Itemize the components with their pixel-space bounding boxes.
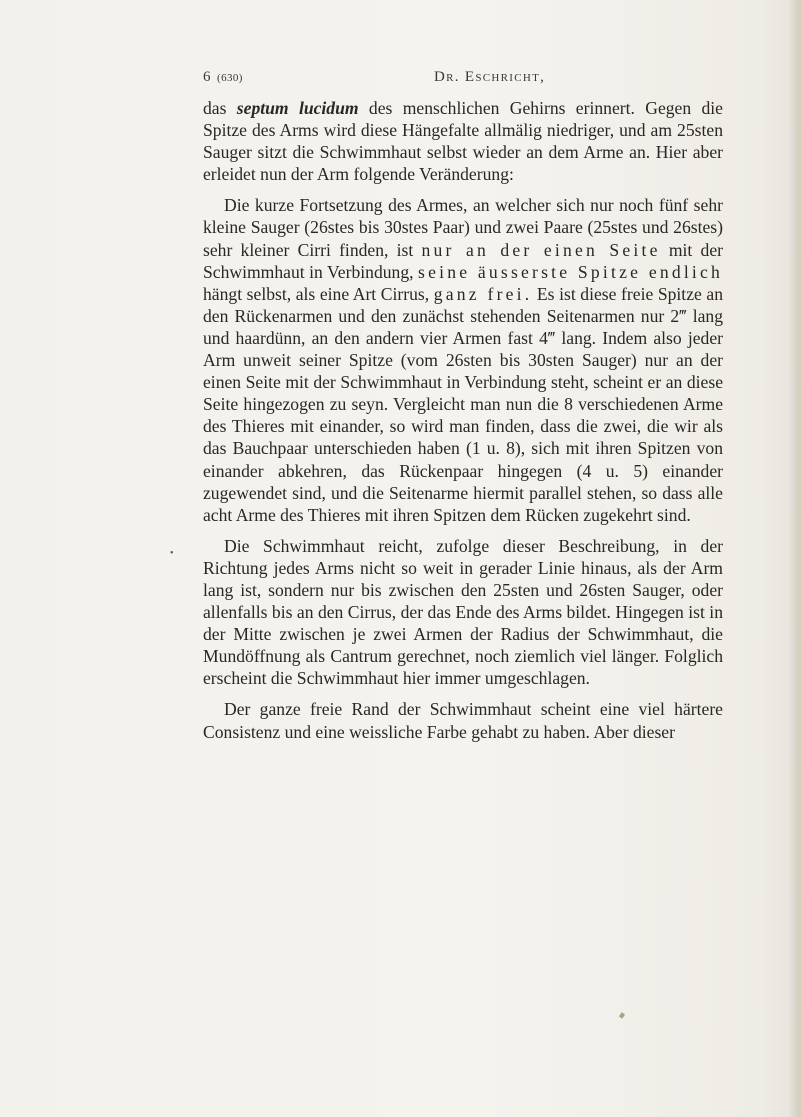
- running-head: [203, 66, 723, 88]
- emphasis-septum-lucidum: septum lucidum: [236, 98, 359, 118]
- page-number: 6 (630): [203, 69, 243, 85]
- paragraph-2: Die kurze Fortsetzung des Armes, an welcher sich nur noch fünf sehr kleine Sauger (26stes bis 30stes Paar) und zwei Paare (25stes und 26stes) sehr kleiner Cirri finden, ist nur an der einen Seite mit der Schwimmhaut in Verbindung, seine äusserste Spitze endlich hängt selbst, als eine Art Cirrus, ganz frei. Es ist diese freie Spitze an den Rückenarmen und den zunächst stehenden Seitenarmen nur 2‴ lang und haardünn, an den andern vier Armen fast 4‴ lang. Indem also jeder Arm unweit seiner Spitze (vom 26sten bis 30sten Sauger) nur an der einen Seite mit der Schwimmhaut in Verbindung steht, scheint er an diese Seite hingezogen zu seyn. Vergleicht man nun die 8 verschiedenen Arme des Thieres mit einander, so wird man finden, dass die zwei, die wir als das Bauchpaar unterschieden haben (1 u. 8), sich mit ihren Spitzen von einander abkehren, das Rückenpaar hingegen (4 u. 5) einander zugewendet sind, und die Seitenarme hiermit parallel stehen, so dass alle acht Arme des Thieres mit ihren Spitzen dem Rücken zugekehrt sind.: [203, 195, 723, 525]
- spaced-emphasis: ganz frei.: [433, 283, 533, 304]
- body-text: [203, 97, 723, 743]
- spaced-emphasis: nur an der einen Seite: [421, 239, 661, 260]
- running-head-author: Dr. Eschricht,: [434, 69, 546, 85]
- ink-speck: [619, 1012, 625, 1018]
- margin-mark: •: [170, 548, 174, 559]
- page-number-secondary: (630): [217, 72, 243, 84]
- page-edge-shadow: [789, 0, 801, 1117]
- paragraph-3: Die Schwimmhaut reicht, zufolge dieser Beschreibung, in der Richtung jedes Arms nicht so weit in gerader Linie hinaus, als der Arm lang ist, sondern nur bis zwischen den 25sten und 26sten Sauger, oder allenfalls bis an den Cirrus, der das Ende des Arms bildet. Hingegen ist in der Mitte zwischen je zwei Armen der Radius der Schwimmhaut, die Mundöffnung als Cantrum gerechnet, noch ziemlich viel länger. Folglich erscheint die Schwimmhaut hier immer umgeschlagen.: [203, 535, 723, 689]
- spaced-emphasis: seine äusserste Spitze endlich: [418, 261, 723, 282]
- paragraph-1: das septum lucidum des menschlichen Gehirns erinnert. Gegen die Spitze des Arms wird diese Hängefalte allmälig niedriger, und am 25sten Sauger sitzt die Schwimmhaut selbst wieder an dem Arme an. Hier aber erleidet nun der Arm folgende Veränderung:: [203, 98, 723, 185]
- paragraph-4: Der ganze freie Rand der Schwimmhaut scheint eine viel härtere Consistenz und eine weissliche Farbe gehabt zu haben. Aber dieser: [203, 699, 723, 742]
